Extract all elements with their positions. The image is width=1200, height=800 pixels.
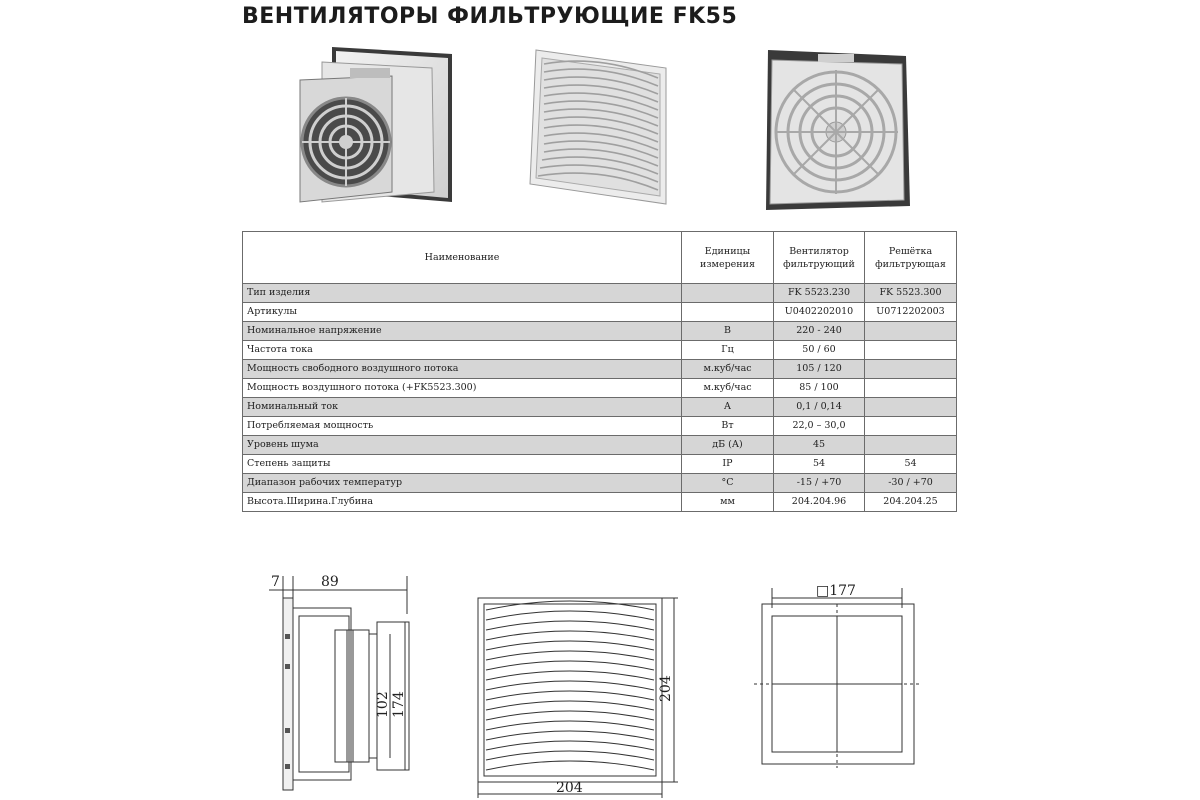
row-fan-value: FK 5523.230 bbox=[774, 284, 865, 303]
dim-cutout-size: □177 bbox=[816, 583, 856, 599]
row-unit: Гц bbox=[682, 341, 774, 360]
dim-height: 204 bbox=[658, 675, 674, 702]
row-grille-value bbox=[865, 379, 957, 398]
grille-photo bbox=[520, 44, 670, 209]
row-unit: °С bbox=[682, 474, 774, 493]
row-unit: мм bbox=[682, 493, 774, 512]
row-fan-value: 22,0 – 30,0 bbox=[774, 417, 865, 436]
row-fan-value: 220 - 240 bbox=[774, 322, 865, 341]
row-fan-value: -15 / +70 bbox=[774, 474, 865, 493]
row-fan-value: 54 bbox=[774, 455, 865, 474]
header-grille: Решётка фильтрующая bbox=[865, 232, 957, 284]
spec-table bbox=[242, 231, 957, 512]
row-grille-value: U0712202003 bbox=[865, 303, 957, 322]
dim-height-outer: 174 bbox=[391, 691, 407, 718]
row-grille-value bbox=[865, 360, 957, 379]
table-row bbox=[243, 493, 957, 512]
table-row bbox=[243, 436, 957, 455]
row-name: Номинальное напряжение bbox=[243, 322, 682, 341]
page-title: ВЕНТИЛЯТОРЫ ФИЛЬТРУЮЩИЕ FK55 bbox=[242, 4, 738, 29]
table-row bbox=[243, 360, 957, 379]
row-grille-value bbox=[865, 341, 957, 360]
row-grille-value bbox=[865, 398, 957, 417]
row-unit: IP bbox=[682, 455, 774, 474]
row-name: Уровень шума bbox=[243, 436, 682, 455]
row-unit: дБ (А) bbox=[682, 436, 774, 455]
table-row bbox=[243, 455, 957, 474]
row-name: Артикулы bbox=[243, 303, 682, 322]
row-name: Диапазон рабочих температур bbox=[243, 474, 682, 493]
row-unit: А bbox=[682, 398, 774, 417]
dim-width: 204 bbox=[556, 780, 583, 796]
row-fan-value: 50 / 60 bbox=[774, 341, 865, 360]
row-fan-value: 45 bbox=[774, 436, 865, 455]
row-name: Высота.Ширина.Глубина bbox=[243, 493, 682, 512]
row-unit: В bbox=[682, 322, 774, 341]
row-name: Тип изделия bbox=[243, 284, 682, 303]
dim-height-inner: 102 bbox=[375, 691, 391, 718]
row-name: Степень защиты bbox=[243, 455, 682, 474]
table-row bbox=[243, 322, 957, 341]
table-header-row bbox=[243, 232, 957, 284]
row-name: Номинальный ток bbox=[243, 398, 682, 417]
row-grille-value: 204.204.25 bbox=[865, 493, 957, 512]
dim-depth-front: 7 bbox=[271, 574, 280, 590]
row-name: Мощность воздушного потока (+FK5523.300) bbox=[243, 379, 682, 398]
row-name: Частота тока bbox=[243, 341, 682, 360]
row-unit bbox=[682, 284, 774, 303]
front-view-drawing bbox=[470, 590, 685, 800]
table-row bbox=[243, 284, 957, 303]
row-grille-value: -30 / +70 bbox=[865, 474, 957, 493]
row-fan-value: 85 / 100 bbox=[774, 379, 865, 398]
cutout-drawing bbox=[754, 578, 924, 778]
fan-front-photo bbox=[764, 48, 912, 212]
row-grille-value bbox=[865, 436, 957, 455]
row-grille-value bbox=[865, 417, 957, 436]
table-row bbox=[243, 474, 957, 493]
row-unit: Вт bbox=[682, 417, 774, 436]
table-row bbox=[243, 379, 957, 398]
header-unit: Единицы измерения bbox=[682, 232, 774, 284]
row-name: Потребляемая мощность bbox=[243, 417, 682, 436]
header-name: Наименование bbox=[243, 232, 682, 284]
table-row bbox=[243, 303, 957, 322]
table-row bbox=[243, 398, 957, 417]
row-unit: м.куб/час bbox=[682, 360, 774, 379]
dim-depth: 89 bbox=[321, 574, 339, 590]
row-name: Мощность свободного воздушного потока bbox=[243, 360, 682, 379]
side-view-drawing bbox=[255, 568, 425, 798]
row-unit bbox=[682, 303, 774, 322]
row-grille-value bbox=[865, 322, 957, 341]
row-fan-value: 105 / 120 bbox=[774, 360, 865, 379]
row-fan-value: U0402202010 bbox=[774, 303, 865, 322]
row-unit: м.куб/час bbox=[682, 379, 774, 398]
row-grille-value: FK 5523.300 bbox=[865, 284, 957, 303]
table-row bbox=[243, 417, 957, 436]
row-grille-value: 54 bbox=[865, 455, 957, 474]
row-fan-value: 204.204.96 bbox=[774, 493, 865, 512]
table-row bbox=[243, 341, 957, 360]
header-fan: Вентилятор фильтрующий bbox=[774, 232, 865, 284]
row-fan-value: 0,1 / 0,14 bbox=[774, 398, 865, 417]
fan-photo bbox=[292, 42, 462, 212]
